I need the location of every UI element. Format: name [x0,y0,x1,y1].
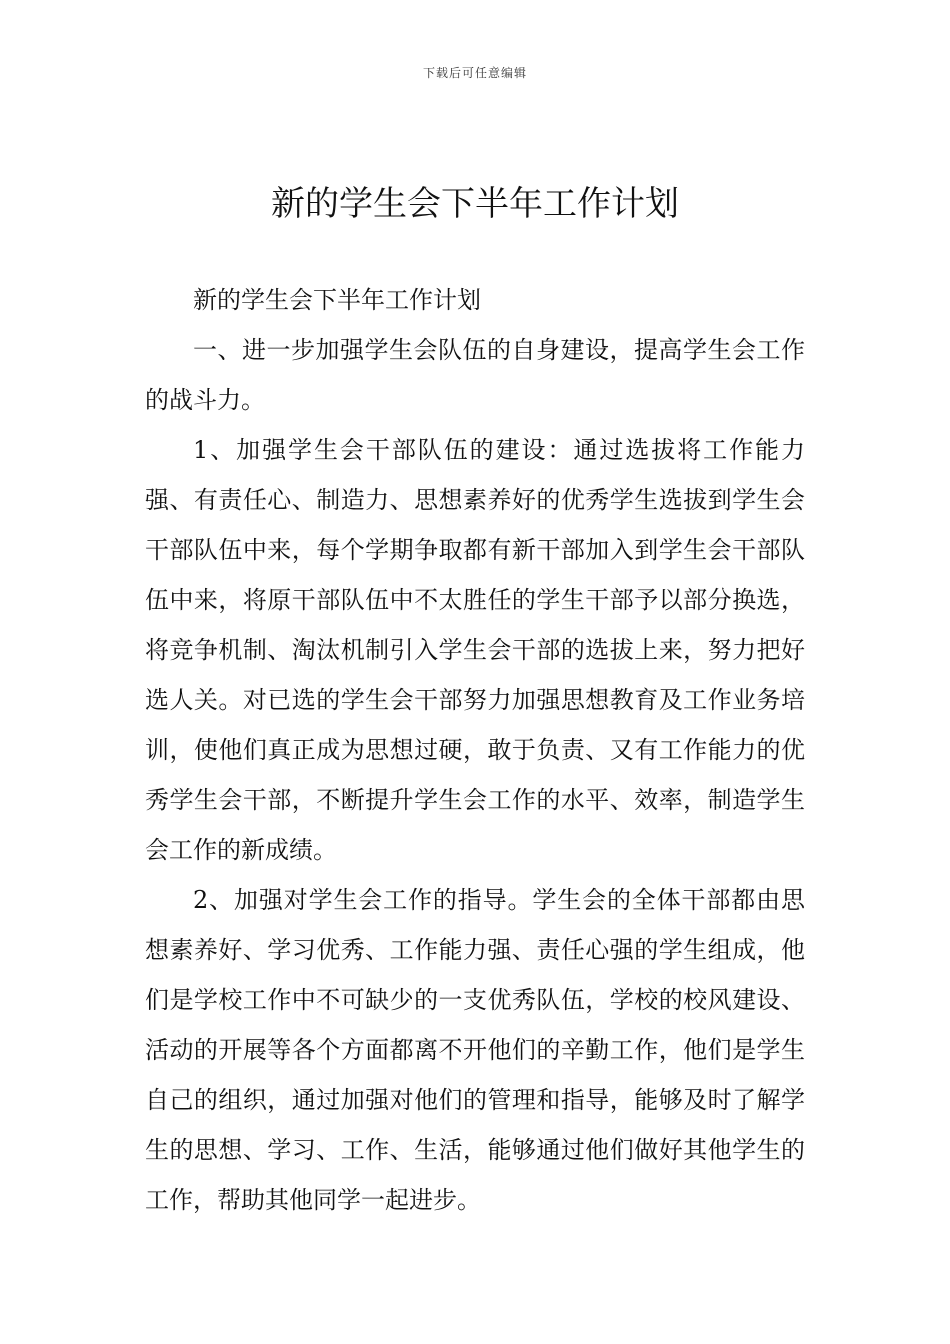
document-title: 新的学生会下半年工作计划 [271,184,679,224]
document-body [145,275,805,1225]
paragraph-item-2: 2、加强对学生会工作的指导。学生会的全体干部都由思想素养好、学习优秀、工作能力强、责任心强的学生组成，他们是学校工作中不可缺少的一支优秀队伍，学校的校风建设、活动的开展等各个方面都离不开他们的辛勤工作，他们是学生自己的组织，通过加强对他们的管理和指导，能够及时了解学生的思想、学习、工作、生活，能够通过他们做好其他学生的工作，帮助其他同学一起进步。 [145,886,805,1214]
paragraph-item-1: 1、加强学生会干部队伍的建设：通过选拔将工作能力强、有责任心、制造力、思想素养好的优秀学生选拔到学生会干部队伍中来，每个学期争取都有新干部加入到学生会干部队伍中来，将原干部队伍中不太胜任的学生干部予以部分换选，将竞争机制、淘汰机制引入学生会干部的选拔上来，努力把好选人关。对已选的学生会干部努力加强思想教育及工作业务培训，使他们真正成为思想过硬，敢于负责、又有工作能力的优秀学生会干部，不断提升学生会工作的水平、效率，制造学生会工作的新成绩。 [145,436,805,864]
paragraph-subtitle: 新的学生会下半年工作计划 [193,286,481,314]
paragraph-section-1: 一、进一步加强学生会队伍的自身建设，提高学生会工作的战斗力。 [145,336,805,414]
header-note: 下载后可任意编辑 [422,66,527,80]
